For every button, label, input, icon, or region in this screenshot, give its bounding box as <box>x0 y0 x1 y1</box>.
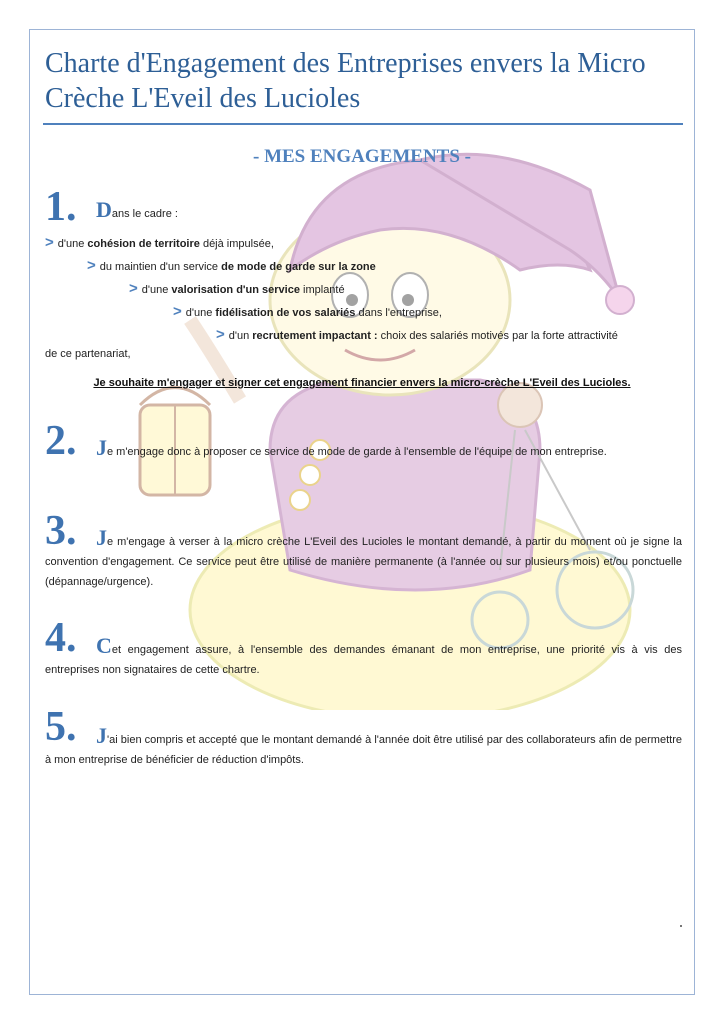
chevron-right-icon: > <box>129 280 138 297</box>
item-1-bullet-4: > d'une fidélisation de vos salariés dans l'entreprise, <box>173 303 442 320</box>
item-5-text: J'ai bien compris et accepté que le montant demandé à l'année doit être utilisé par des collaborateurs afin de permettre à mon entreprise de bénéficier de réduction d'impôts. <box>45 723 682 766</box>
item-2-text: Je m'engage donc à proposer ce service de mode de garde à l'ensemble de l'équipe de mon entreprise. <box>96 435 607 460</box>
item-1-number: 1. <box>45 184 77 230</box>
item-4-number: 4. <box>45 615 77 661</box>
item-3-text: Je m'engage à verser à la micro crèche L'Eveil des Lucioles le montant demandé, à partir du moment où je signe la convention d'engagement. Ce service peut être utilisé de manière permanente (à l'année ou sur plusieurs mois) et/ou ponctuelle (dépannage/urgence). <box>45 525 682 588</box>
page-mark <box>680 925 682 927</box>
document-title: Charte d'Engagement des Entreprises envers la Micro Crèche L'Eveil des Lucioles <box>45 48 646 114</box>
item-3-number: 3. <box>45 508 77 554</box>
item-1-bullet-5: > d'un recrutement impactant : choix des salariés motivés par la forte attractivité <box>216 326 618 343</box>
item-1-intro: Dans le cadre : <box>96 197 178 222</box>
item-1-bullet-1: > d'une cohésion de territoire déjà impulsée, <box>45 234 274 251</box>
item-5-number: 5. <box>45 704 77 750</box>
section-heading: - MES ENGAGEMENTS - <box>253 146 471 167</box>
item-1-bullet-3: > d'une valorisation d'un service implanté <box>129 280 345 297</box>
item-4-text: Cet engagement assure, à l'ensemble des demandes émanant de mon entreprise, une priorité vis à vis des entreprises non signataires de cette chartre. <box>45 633 682 676</box>
chevron-right-icon: > <box>87 257 96 274</box>
commitment-statement: Je souhaite m'engager et signer cet engagement financier envers la micro-crèche L'Eveil des Lucioles. <box>93 377 631 389</box>
chevron-right-icon: > <box>45 234 54 251</box>
chevron-right-icon: > <box>216 326 225 343</box>
chevron-right-icon: > <box>173 303 182 320</box>
item-2-number: 2. <box>45 418 77 464</box>
item-1-bullet-2: > du maintien d'un service de mode de garde sur la zone <box>87 257 376 274</box>
item-1-bullet-5-continuation: de ce partenariat, <box>45 348 131 360</box>
